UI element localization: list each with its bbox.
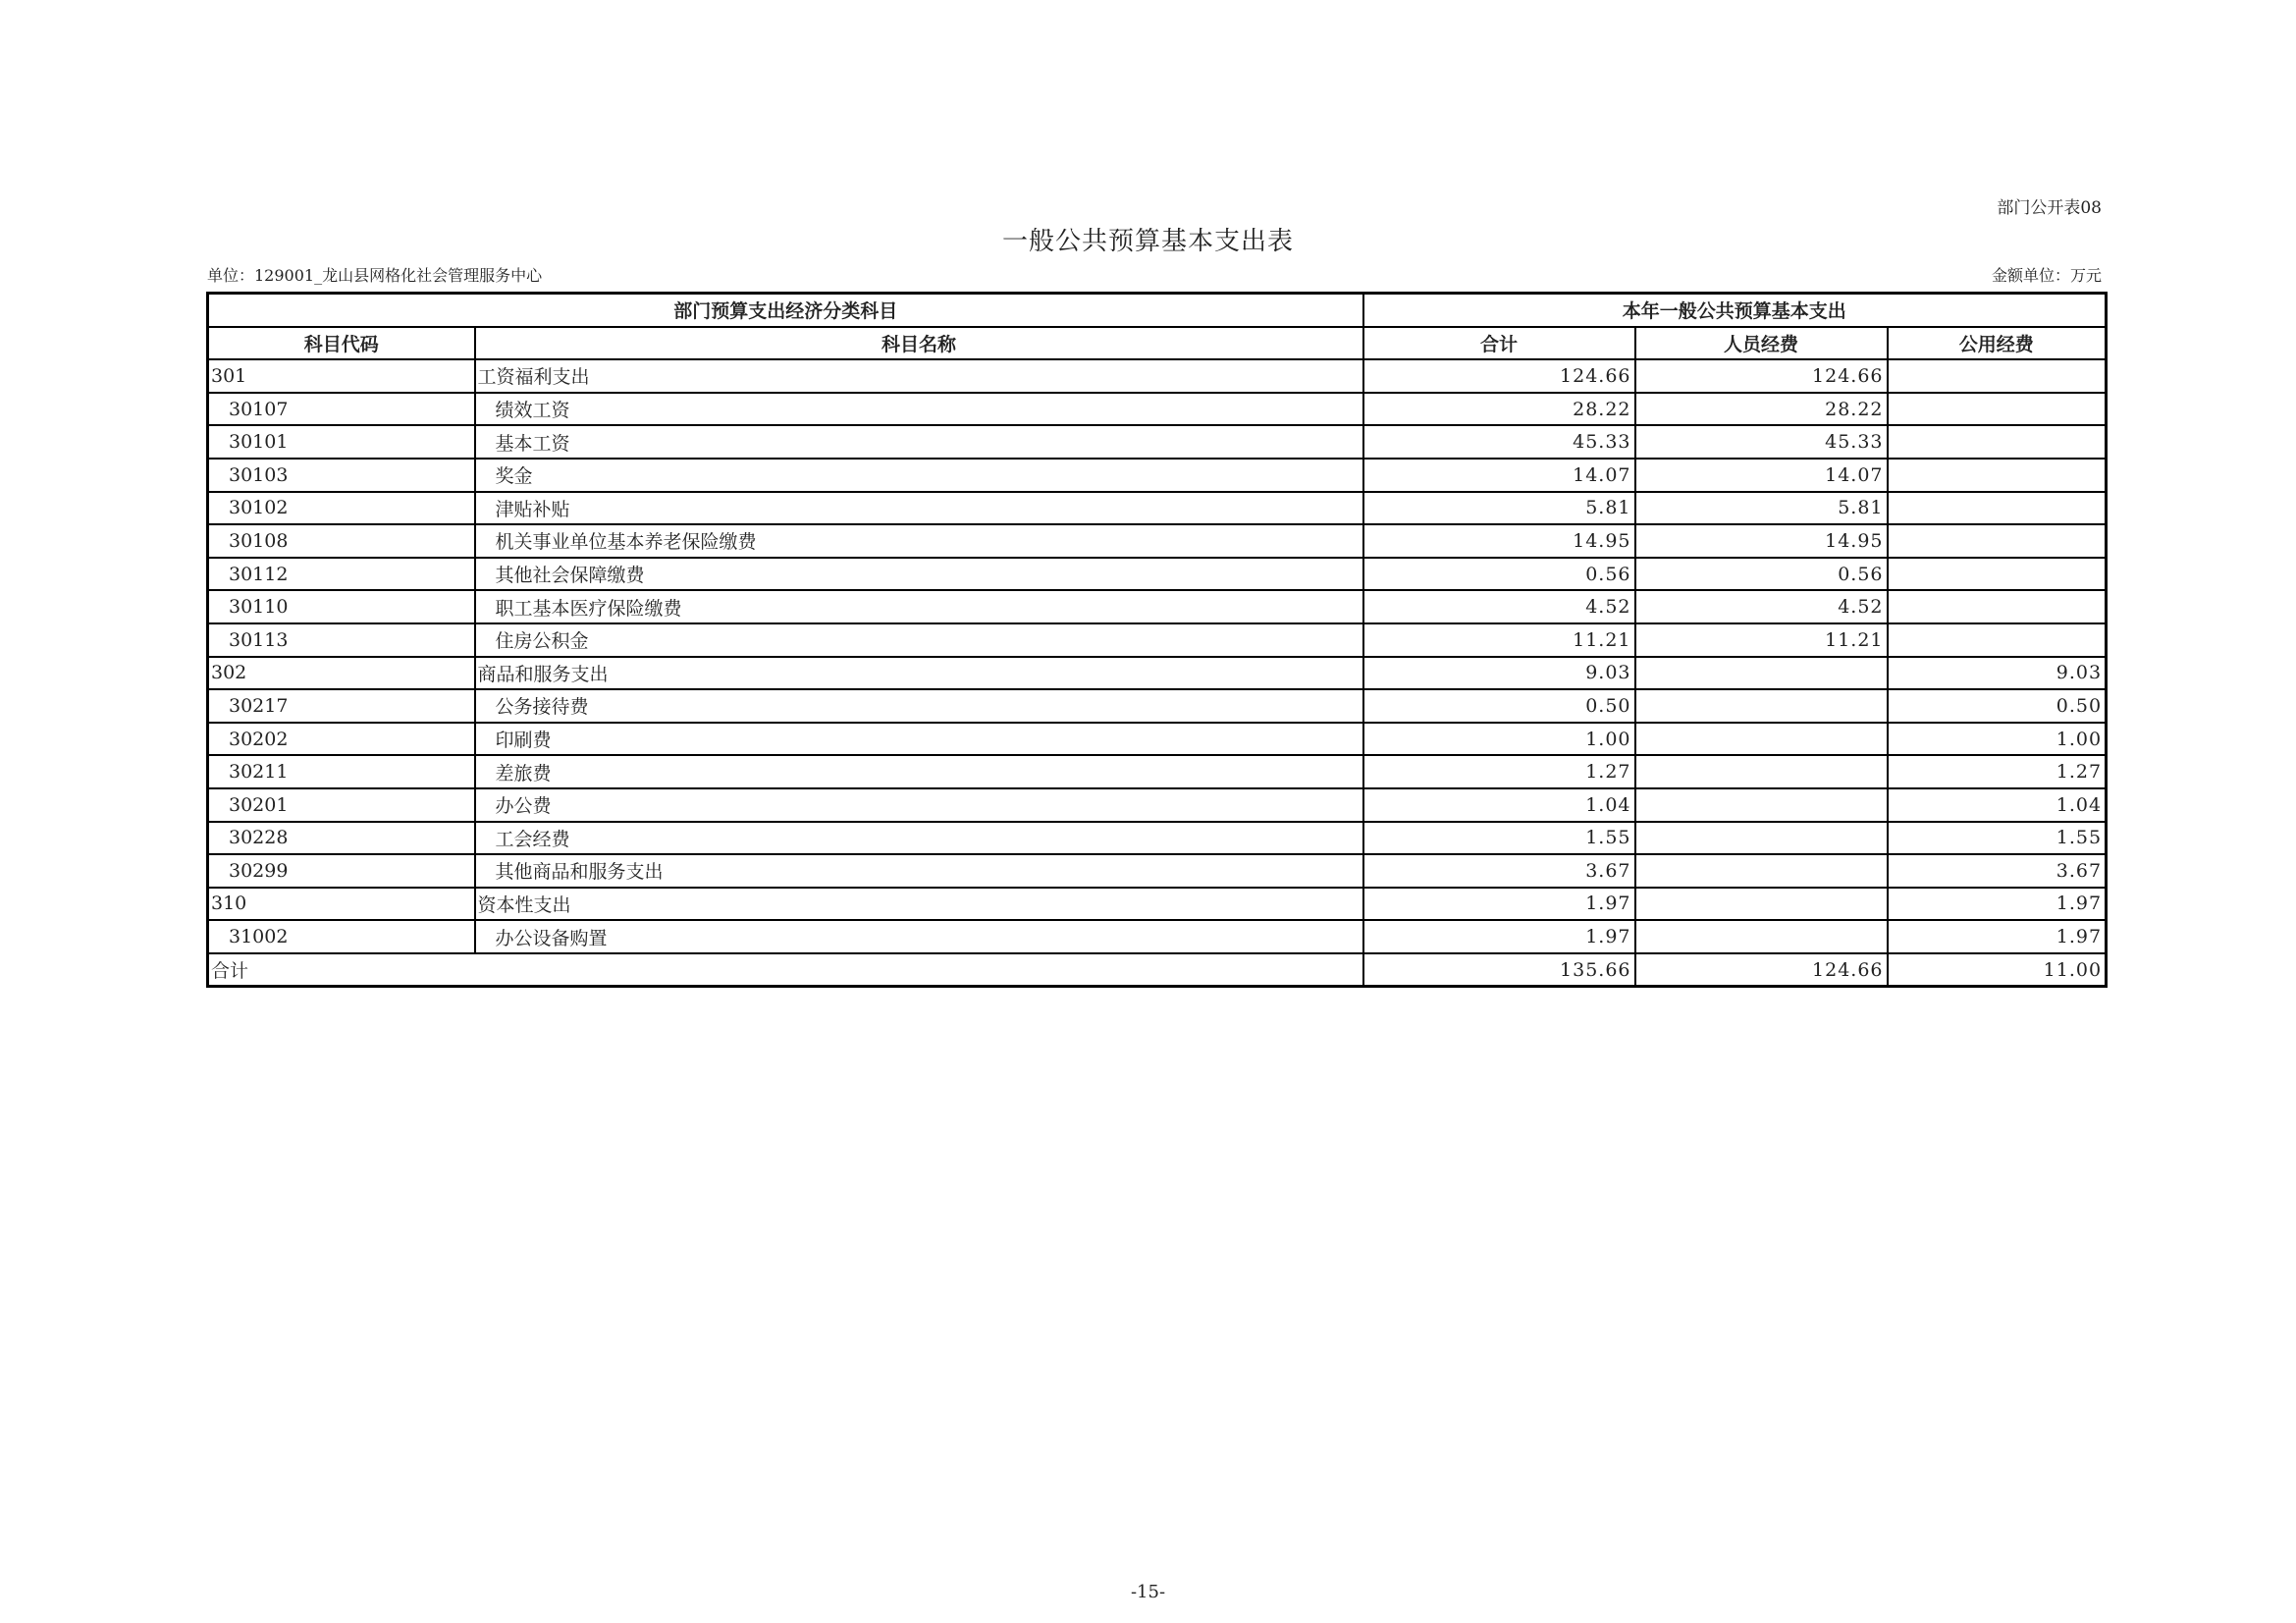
row-total: 1.04	[1363, 788, 1635, 822]
row-personnel: 14.95	[1635, 524, 1888, 558]
row-public: 9.03	[1888, 657, 2107, 690]
row-total: 28.22	[1363, 393, 1635, 426]
row-code: 30102	[208, 492, 475, 525]
row-personnel: 11.21	[1635, 623, 1888, 657]
row-code: 30103	[208, 459, 475, 492]
column-header-code: 科目代码	[208, 327, 475, 360]
column-header-personnel: 人员经费	[1635, 327, 1888, 360]
row-personnel	[1635, 854, 1888, 888]
row-public	[1888, 459, 2107, 492]
row-name: 办公费	[475, 788, 1363, 822]
row-personnel: 0.56	[1635, 558, 1888, 591]
table-row	[208, 822, 2107, 855]
row-total: 1.27	[1363, 755, 1635, 788]
total-row	[208, 953, 2107, 987]
row-total: 5.81	[1363, 492, 1635, 525]
row-public: 1.27	[1888, 755, 2107, 788]
row-personnel: 5.81	[1635, 492, 1888, 525]
row-code: 30299	[208, 854, 475, 888]
row-personnel	[1635, 755, 1888, 788]
row-total: 1.55	[1363, 822, 1635, 855]
row-personnel: 45.33	[1635, 425, 1888, 459]
row-total: 14.07	[1363, 459, 1635, 492]
row-public	[1888, 623, 2107, 657]
row-name: 其他社会保障缴费	[475, 558, 1363, 591]
row-personnel: 4.52	[1635, 590, 1888, 623]
table-row	[208, 359, 2107, 393]
column-header-public: 公用经费	[1888, 327, 2107, 360]
page-number: -15-	[1130, 1582, 1166, 1602]
row-total: 1.00	[1363, 723, 1635, 756]
row-public: 3.67	[1888, 854, 2107, 888]
row-public: 0.50	[1888, 689, 2107, 723]
row-code: 30110	[208, 590, 475, 623]
row-name: 资本性支出	[475, 888, 1363, 921]
row-code: 30112	[208, 558, 475, 591]
row-code: 30228	[208, 822, 475, 855]
row-public: 1.00	[1888, 723, 2107, 756]
column-header-row	[208, 327, 2107, 360]
table-body	[208, 359, 2107, 953]
row-code: 30108	[208, 524, 475, 558]
table-row	[208, 590, 2107, 623]
row-public	[1888, 425, 2107, 459]
row-total: 9.03	[1363, 657, 1635, 690]
total-row-total: 135.66	[1363, 953, 1635, 987]
form-code: 部门公开表08	[1997, 198, 2102, 218]
row-personnel: 14.07	[1635, 459, 1888, 492]
row-code: 31002	[208, 920, 475, 953]
row-personnel	[1635, 657, 1888, 690]
row-public	[1888, 359, 2107, 393]
budget-table	[206, 292, 2108, 988]
unit-label: 单位：129001_龙山县网格化社会管理服务中心	[207, 266, 543, 285]
table-row	[208, 492, 2107, 525]
table-row	[208, 755, 2107, 788]
group-header-classification: 部门预算支出经济分类科目	[208, 294, 1363, 327]
table-row	[208, 888, 2107, 921]
row-total: 4.52	[1363, 590, 1635, 623]
row-name: 工会经费	[475, 822, 1363, 855]
page-title: 一般公共预算基本支出表	[1001, 227, 1294, 256]
row-public: 1.97	[1888, 920, 2107, 953]
table-row	[208, 623, 2107, 657]
row-personnel	[1635, 723, 1888, 756]
row-code: 30113	[208, 623, 475, 657]
row-public	[1888, 524, 2107, 558]
row-name: 印刷费	[475, 723, 1363, 756]
row-name: 基本工资	[475, 425, 1363, 459]
row-total: 3.67	[1363, 854, 1635, 888]
row-public	[1888, 558, 2107, 591]
table-row	[208, 657, 2107, 690]
row-name: 其他商品和服务支出	[475, 854, 1363, 888]
row-name: 工资福利支出	[475, 359, 1363, 393]
table-row	[208, 459, 2107, 492]
row-personnel	[1635, 920, 1888, 953]
total-row-public: 11.00	[1888, 953, 2107, 987]
row-personnel	[1635, 822, 1888, 855]
row-total: 1.97	[1363, 920, 1635, 953]
column-header-total: 合计	[1363, 327, 1635, 360]
group-header-row	[208, 294, 2107, 327]
table-row	[208, 425, 2107, 459]
row-personnel: 124.66	[1635, 359, 1888, 393]
row-personnel	[1635, 788, 1888, 822]
row-personnel	[1635, 689, 1888, 723]
row-name: 奖金	[475, 459, 1363, 492]
table-row	[208, 393, 2107, 426]
row-public	[1888, 393, 2107, 426]
row-code: 302	[208, 657, 475, 690]
table-row	[208, 788, 2107, 822]
row-name: 商品和服务支出	[475, 657, 1363, 690]
row-code: 30201	[208, 788, 475, 822]
amount-unit-label: 金额单位：万元	[1991, 266, 2102, 285]
row-personnel	[1635, 888, 1888, 921]
row-name: 机关事业单位基本养老保险缴费	[475, 524, 1363, 558]
row-public: 1.97	[1888, 888, 2107, 921]
row-name: 公务接待费	[475, 689, 1363, 723]
row-personnel: 28.22	[1635, 393, 1888, 426]
row-total: 0.50	[1363, 689, 1635, 723]
group-header-basic-expenditure: 本年一般公共预算基本支出	[1363, 294, 2107, 327]
row-code: 30217	[208, 689, 475, 723]
row-public: 1.55	[1888, 822, 2107, 855]
table-row	[208, 558, 2107, 591]
row-total: 14.95	[1363, 524, 1635, 558]
total-row-personnel: 124.66	[1635, 953, 1888, 987]
column-header-name: 科目名称	[475, 327, 1363, 360]
row-code: 30211	[208, 755, 475, 788]
row-public	[1888, 590, 2107, 623]
row-total: 1.97	[1363, 888, 1635, 921]
table-row	[208, 689, 2107, 723]
row-name: 绩效工资	[475, 393, 1363, 426]
row-name: 住房公积金	[475, 623, 1363, 657]
row-code: 30101	[208, 425, 475, 459]
row-public	[1888, 492, 2107, 525]
table-row	[208, 524, 2107, 558]
row-name: 职工基本医疗保险缴费	[475, 590, 1363, 623]
table-row	[208, 854, 2107, 888]
row-name: 办公设备购置	[475, 920, 1363, 953]
row-name: 津贴补贴	[475, 492, 1363, 525]
row-total: 124.66	[1363, 359, 1635, 393]
table-row	[208, 723, 2107, 756]
row-total: 45.33	[1363, 425, 1635, 459]
total-row-label: 合计	[208, 953, 1363, 987]
row-public: 1.04	[1888, 788, 2107, 822]
row-code: 30202	[208, 723, 475, 756]
table-row	[208, 920, 2107, 953]
row-code: 301	[208, 359, 475, 393]
row-code: 310	[208, 888, 475, 921]
row-code: 30107	[208, 393, 475, 426]
row-total: 0.56	[1363, 558, 1635, 591]
row-name: 差旅费	[475, 755, 1363, 788]
row-total: 11.21	[1363, 623, 1635, 657]
